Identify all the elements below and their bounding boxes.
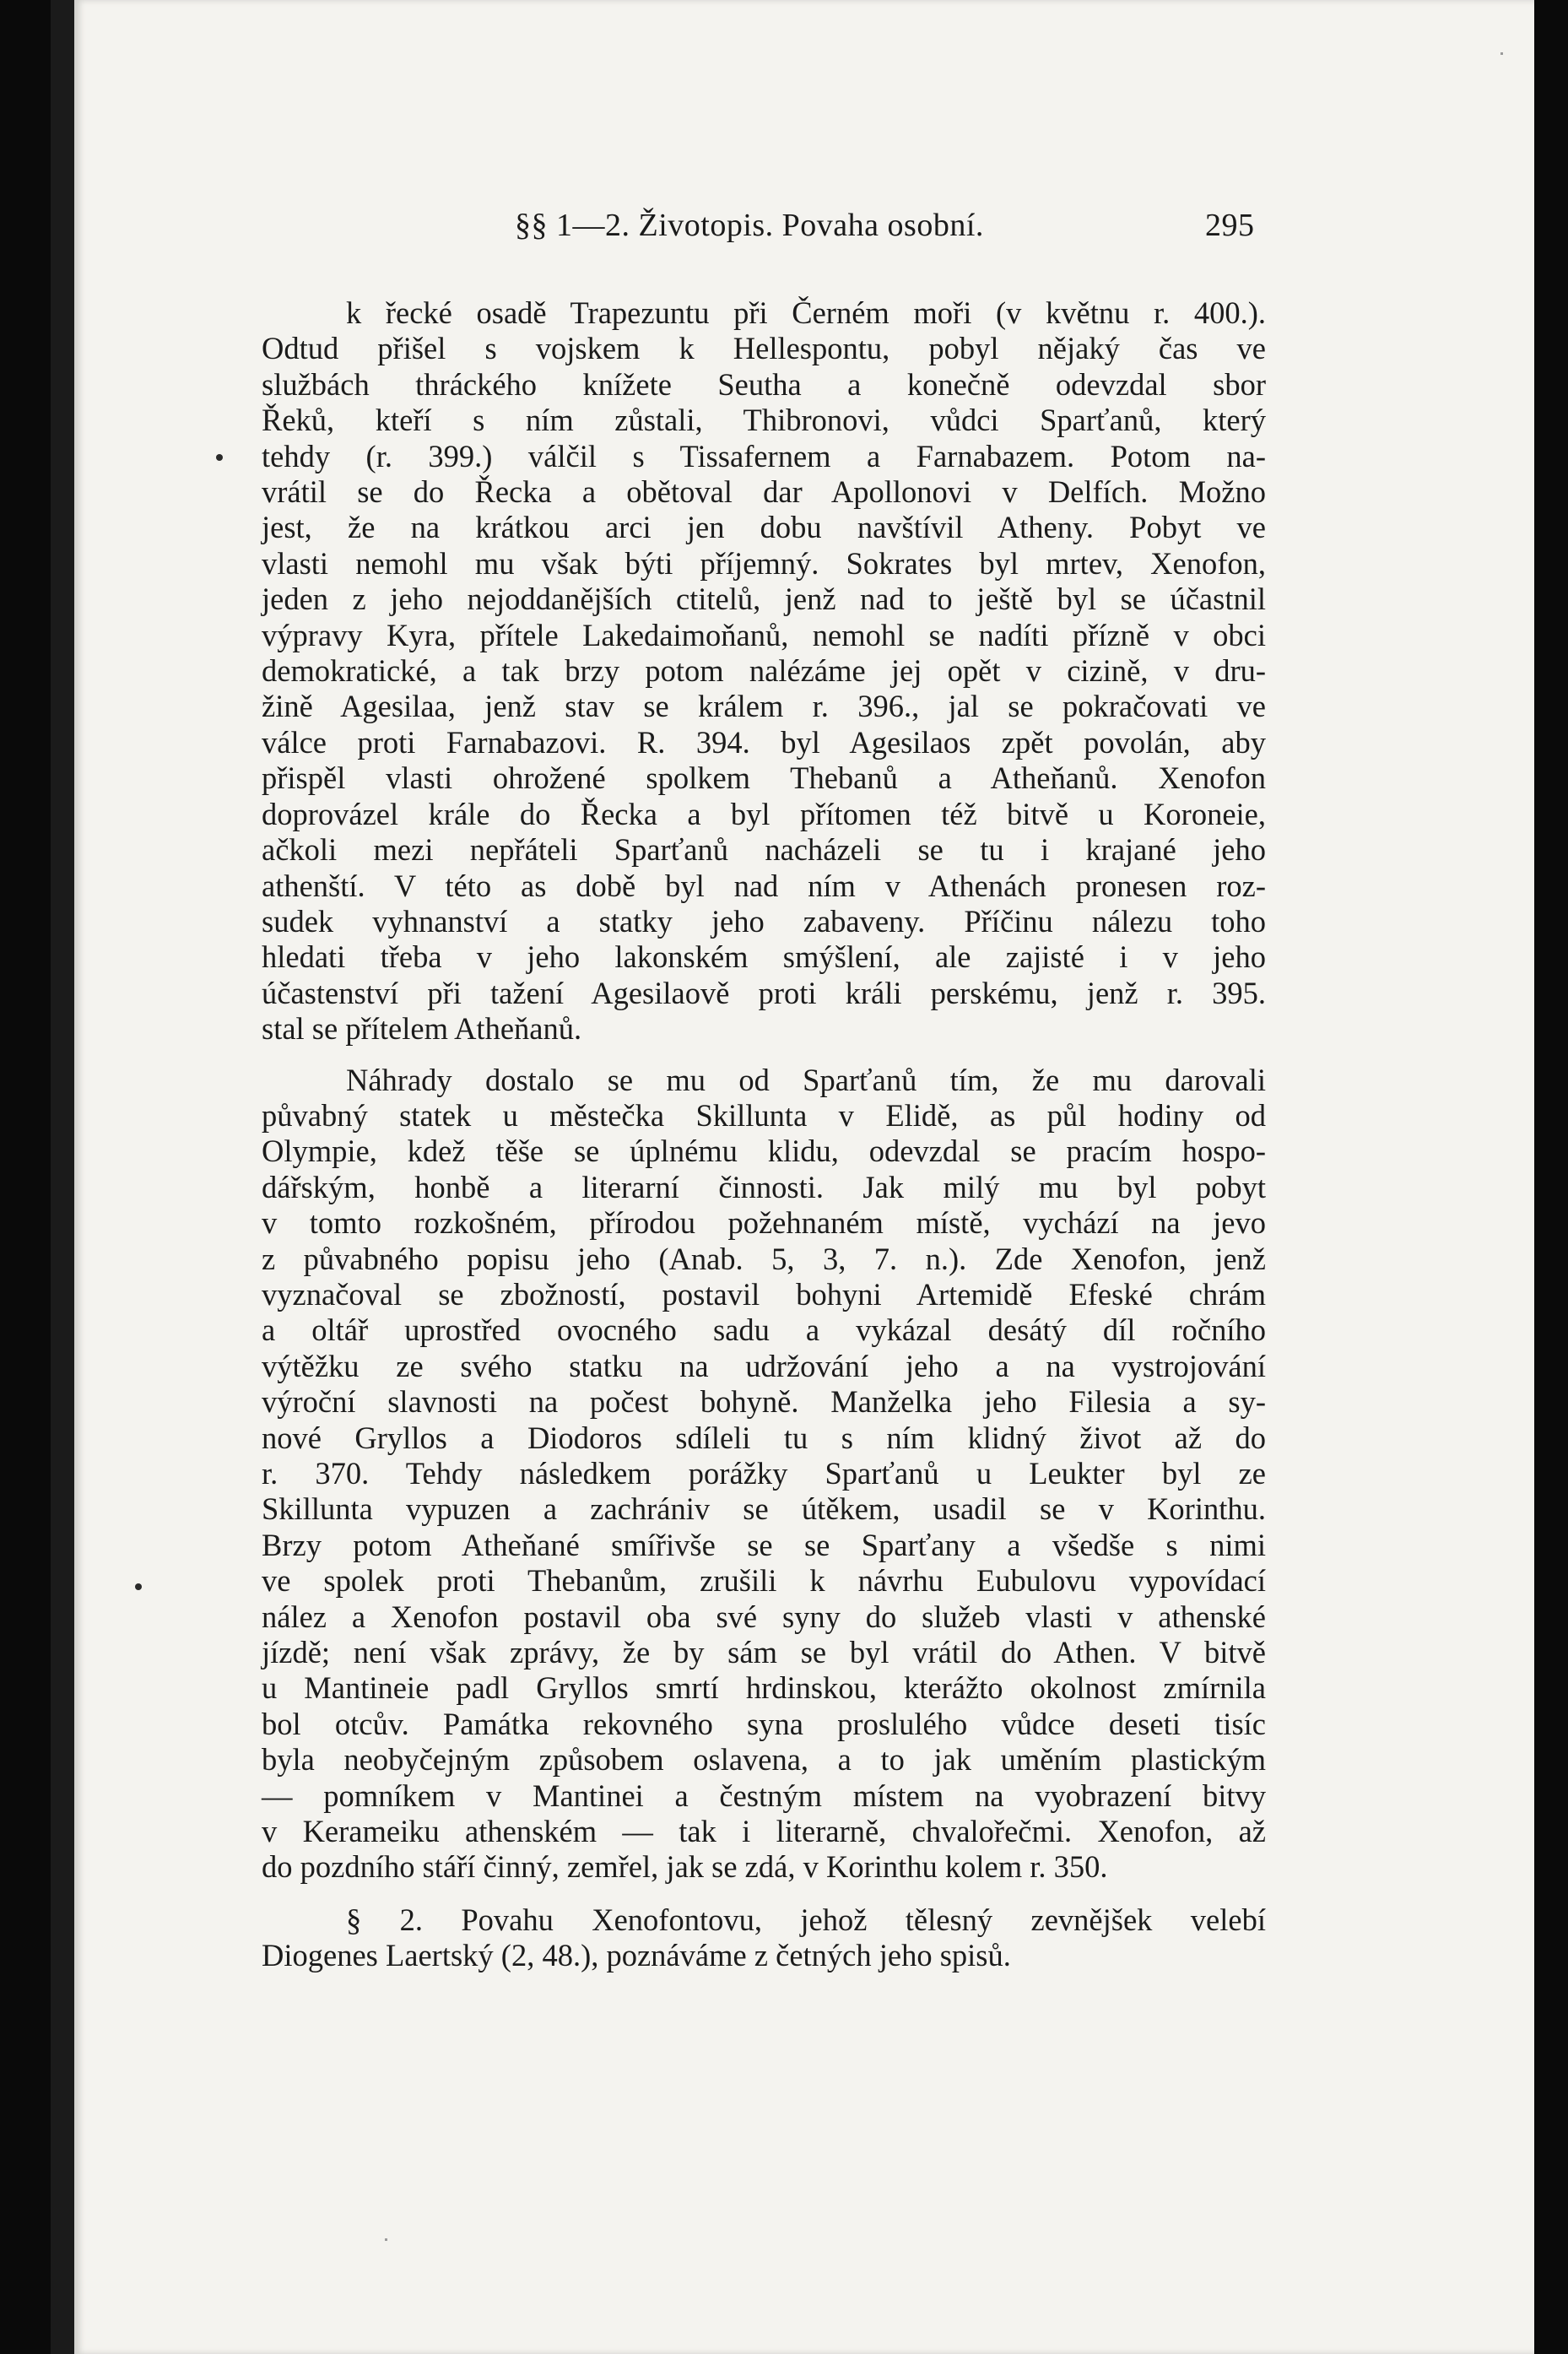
text-line: r. 370. Tehdy následkem porážky Sparťanů u Leukter byl ze [262,1456,1266,1491]
text-line: výtěžku ze svého statku na udržování jeho a na vystrojování [262,1348,1266,1383]
text-line: k řecké osadě Trapezuntu při Černém moři (v květnu r. 400.). [346,295,1266,330]
text-line: hledati třeba v jeho lakonském smýšlení, ale zajisté i v jeho [262,939,1266,975]
text-line: vrátil se do Řecka a obětoval dar Apollonovi v Delfích. Možno [262,474,1266,510]
text-line: — pomníkem v Mantinei a čestným místem na vyobrazení bitvy [262,1778,1266,1813]
text-line: žině Agesilaa, jenž stav se králem r. 396., jal se pokračovati ve [262,689,1266,724]
margin-speck [216,454,223,461]
text-line: a oltář uprostřed ovocného sadu a vykázal desátý díl ročního [262,1312,1266,1348]
body-text [262,295,1266,1974]
text-line: přispěl vlasti ohrožené spolkem Thebanů a Atheňanů. Xenofon [262,760,1266,796]
text-line: demokratické, a tak brzy potom nalézáme jej opět v cizině, v dru- [262,653,1266,689]
text-line: vyznačoval se zbožností, postavil bohyni Artemidě Efeské chrám [262,1276,1266,1312]
text-line: stal se přítelem Atheňanů. [262,1011,582,1047]
text-line: půvabný statek u městečka Skillunta v Elidě, as půl hodiny od [262,1097,1266,1133]
text-line: v tomto rozkošném, přírodou požehnaném místě, vychází na jevo [262,1205,1266,1241]
text-line: tehdy (r. 399.) válčil s Tissafernem a Farnabazem. Potom na- [262,438,1266,474]
text-line: ve spolek proti Thebanům, zrušili k návrhu Eubulovu vypovídací [262,1563,1266,1599]
text-line: dářským, honbě a literarní činnosti. Jak milý mu byl pobyt [262,1169,1266,1204]
text-line: Náhrady dostalo se mu od Sparťanů tím, že mu darovali [346,1062,1266,1097]
text-line: doprovázel krále do Řecka a byl přítomen též bitvě u Koroneie, [262,796,1266,831]
text-line: Skillunta vypuzen a zachrániv se útěkem, usadil se v Korinthu. [262,1491,1266,1527]
paragraph-2 [262,1063,1266,1886]
text-line: do pozdního stáří činný, zemřel, jak se zdá, v Korinthu kolem r. 350. [262,1849,1108,1885]
text-line: Odtud přišel s vojskem k Hellespontu, pobyl nějaký čas ve [262,331,1266,366]
text-line: Diogenes Laertský (2, 48.), poznáváme z četných jeho spisů. [262,1938,1011,1973]
text-line: u Mantineie padl Gryllos smrtí hrdinskou, kterážto okolnost zmírnila [262,1670,1266,1706]
text-line: § 2. Povahu Xenofontovu, jehož tělesný zevnějšek velebí [346,1902,1266,1937]
margin-speck [135,1583,142,1590]
header-title: §§ 1—2. Životopis. Povaha osobní. [515,208,984,243]
paragraph-1 [262,295,1266,1047]
text-line: nové Gryllos a Diodoros sdíleli tu s ním klidný život až do [262,1420,1266,1455]
text-line: athenští. V této as době byl nad ním v Athenách pronesen roz- [262,868,1266,903]
text-line: nález a Xenofon postavil oba své syny do služeb vlasti v athenské [262,1599,1266,1634]
text-line: službách thráckého knížete Seutha a konečně odevzdal sbor [262,366,1266,402]
text-line: byla neobyčejným způsobem oslavena, a to jak uměním plastickým [262,1742,1266,1778]
text-line: výroční slavnosti na počest bohyně. Manželka jeho Filesia a sy- [262,1384,1266,1420]
text-line: jest, že na krátkou arci jen dobu navštívil Atheny. Pobyt ve [262,510,1266,545]
text-line: výpravy Kyra, přítele Lakedaimoňanů, nemohl se nadíti přízně v obci [262,617,1266,652]
page-number: 295 [1205,208,1255,243]
text-line: vlasti nemohl mu však býti příjemný. Sokrates byl mrtev, Xenofon, [262,545,1266,581]
text-line: Brzy potom Atheňané smířivše se se Sparťany a všedše s nimi [262,1527,1266,1562]
text-line: účastenství při tažení Agesilaově proti králi perskému, jenž r. 395. [262,975,1266,1010]
text-line: z půvabného popisu jeho (Anab. 5, 3, 7. n.). Zde Xenofon, jenž [262,1241,1266,1276]
page-spine-edge [51,0,74,2354]
text-line: bol otcův. Památka rekovného syna proslulého vůdce deseti tisíc [262,1706,1266,1741]
text-line: jízdě; není však zprávy, že by sám se byl vrátil do Athen. V bitvě [262,1635,1266,1670]
text-line: sudek vyhnanství a statky jeho zabaveny. Příčinu nálezu toho [262,903,1266,939]
scan-artifact [385,2238,387,2241]
text-line: Olympie, kdež těše se úplnému klidu, odevzdal se pracím hospo- [262,1134,1266,1169]
text-line: Řeků, kteří s ním zůstali, Thibronovi, vůdci Sparťanů, který [262,403,1266,438]
scan-artifact [1500,52,1503,55]
text-line: válce proti Farnabazovi. R. 394. byl Agesilaos zpět povolán, aby [262,724,1266,760]
text-line: jeden z jeho nejoddanějších ctitelů, jenž nad to ještě byl se účastnil [262,582,1266,617]
text-line: ačkoli mezi nepřáteli Sparťanů nacházeli se tu i krajané jeho [262,832,1266,868]
text-line: v Kerameiku athenském — tak i literarně, chvalořečmi. Xenofon, až [262,1814,1266,1849]
paragraph-3 [262,1902,1266,1974]
